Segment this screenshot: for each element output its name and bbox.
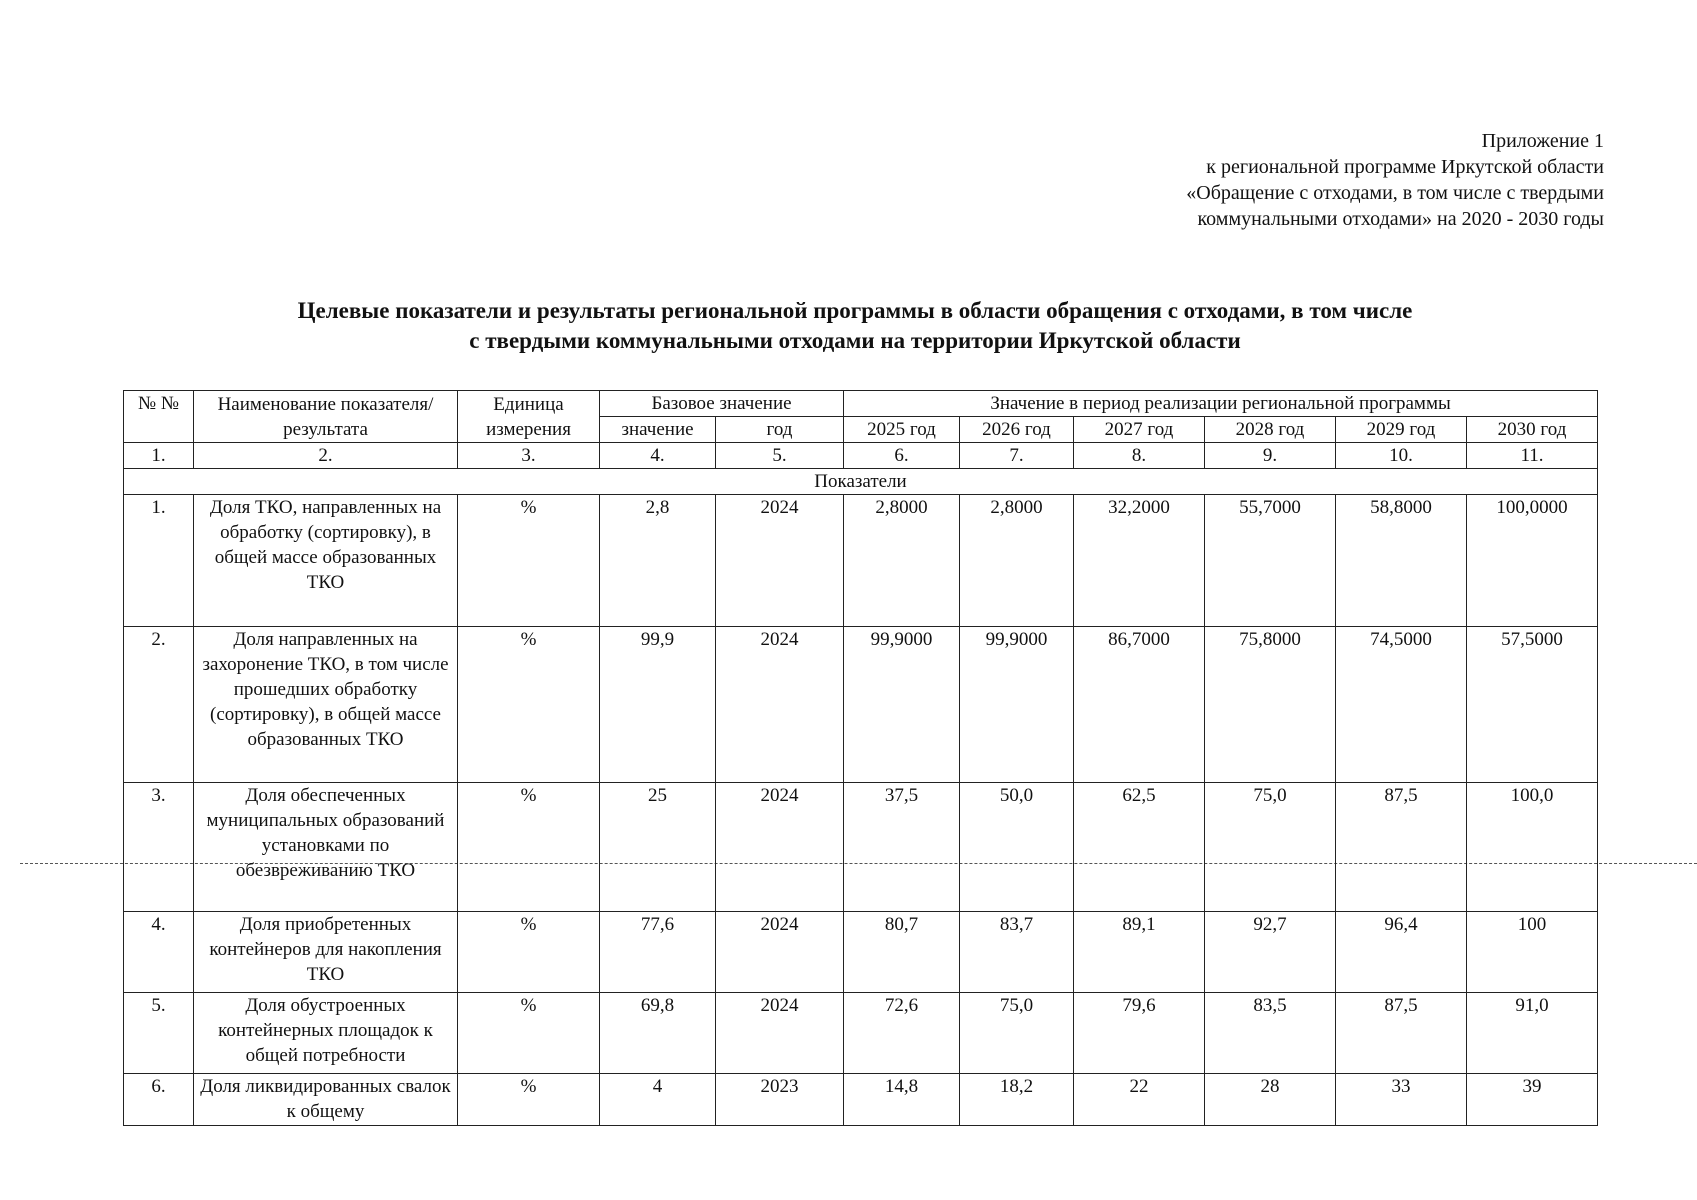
row-num: 6. xyxy=(124,1074,194,1126)
header-num: № № xyxy=(124,391,194,443)
header-base-year: год xyxy=(716,417,844,443)
column-number: 10. xyxy=(1336,443,1467,469)
row-num: 2. xyxy=(124,627,194,783)
row-num: 5. xyxy=(124,993,194,1074)
header-year: 2029 год xyxy=(1336,417,1467,443)
row-value: 72,6 xyxy=(844,993,960,1074)
title-line: Целевые показатели и результаты региональной программы в области обращения с отходами, в том числе xyxy=(297,298,1413,323)
column-number: 2. xyxy=(194,443,458,469)
column-number-row xyxy=(124,443,1598,469)
row-base-year: 2024 xyxy=(716,627,844,783)
header-name: Наименование показателя/ результата xyxy=(194,391,458,443)
appendix-line: Приложение 1 xyxy=(1481,130,1604,152)
row-value: 2,8000 xyxy=(844,495,960,627)
header-year: 2026 год xyxy=(960,417,1074,443)
column-number: 6. xyxy=(844,443,960,469)
row-value: 75,0 xyxy=(960,993,1074,1074)
appendix-line: «Обращение с отходами, в том числе с твердыми xyxy=(1186,182,1604,204)
row-value: 100 xyxy=(1467,912,1598,993)
column-number: 4. xyxy=(600,443,716,469)
row-value: 14,8 xyxy=(844,1074,960,1126)
row-base-value: 77,6 xyxy=(600,912,716,993)
row-value: 80,7 xyxy=(844,912,960,993)
row-name: Доля обустроенных контейнерных площадок к общей потребности xyxy=(194,993,458,1074)
row-unit: % xyxy=(458,783,600,912)
row-unit: % xyxy=(458,495,600,627)
row-unit: % xyxy=(458,993,600,1074)
row-value: 79,6 xyxy=(1074,993,1205,1074)
row-name: Доля ликвидированных свалок к общему xyxy=(194,1074,458,1126)
column-number: 9. xyxy=(1205,443,1336,469)
section-title: Показатели xyxy=(124,469,1598,495)
document-title xyxy=(120,296,1590,356)
row-value: 96,4 xyxy=(1336,912,1467,993)
row-value: 2,8000 xyxy=(960,495,1074,627)
title-line: с твердыми коммунальными отходами на территории Иркутской области xyxy=(469,328,1241,353)
row-base-value: 69,8 xyxy=(600,993,716,1074)
row-value: 39 xyxy=(1467,1074,1598,1126)
row-base-year: 2023 xyxy=(716,1074,844,1126)
header-period: Значение в период реализации региональной программы xyxy=(844,391,1598,417)
row-base-year: 2024 xyxy=(716,495,844,627)
header-year: 2027 год xyxy=(1074,417,1205,443)
table-row xyxy=(124,627,1598,783)
row-value: 28 xyxy=(1205,1074,1336,1126)
row-value: 32,2000 xyxy=(1074,495,1205,627)
row-base-year: 2024 xyxy=(716,993,844,1074)
row-base-year: 2024 xyxy=(716,783,844,912)
section-row xyxy=(124,469,1598,495)
row-name: Доля ТКО, направленных на обработку (сортировку), в общей массе образованных ТКО xyxy=(194,495,458,627)
table-row xyxy=(124,912,1598,993)
appendix-line: к региональной программе Иркутской области xyxy=(1206,156,1604,178)
row-value: 83,5 xyxy=(1205,993,1336,1074)
header-unit: Единица измерения xyxy=(458,391,600,443)
row-value: 89,1 xyxy=(1074,912,1205,993)
table-row xyxy=(124,495,1598,627)
row-value: 87,5 xyxy=(1336,783,1467,912)
row-unit: % xyxy=(458,1074,600,1126)
column-number: 11. xyxy=(1467,443,1598,469)
table-row xyxy=(124,783,1598,912)
row-base-value: 99,9 xyxy=(600,627,716,783)
row-value: 55,7000 xyxy=(1205,495,1336,627)
column-number: 8. xyxy=(1074,443,1205,469)
column-number: 3. xyxy=(458,443,600,469)
row-value: 22 xyxy=(1074,1074,1205,1126)
row-value: 75,0 xyxy=(1205,783,1336,912)
row-name: Доля приобретенных контейнеров для накопления ТКО xyxy=(194,912,458,993)
row-value: 57,5000 xyxy=(1467,627,1598,783)
column-number: 7. xyxy=(960,443,1074,469)
row-name: Доля обеспеченных муниципальных образований установками по обезвреживанию ТКО xyxy=(194,783,458,912)
row-value: 99,9000 xyxy=(960,627,1074,783)
row-value: 74,5000 xyxy=(1336,627,1467,783)
row-value: 83,7 xyxy=(960,912,1074,993)
indicators-table xyxy=(123,390,1598,1126)
header-base: Базовое значение xyxy=(600,391,844,417)
row-value: 18,2 xyxy=(960,1074,1074,1126)
appendix-caption xyxy=(1186,128,1604,232)
table-row xyxy=(124,993,1598,1074)
table-row xyxy=(124,1074,1598,1126)
row-unit: % xyxy=(458,627,600,783)
row-value: 100,0 xyxy=(1467,783,1598,912)
row-base-value: 25 xyxy=(600,783,716,912)
row-num: 4. xyxy=(124,912,194,993)
row-value: 62,5 xyxy=(1074,783,1205,912)
row-base-year: 2024 xyxy=(716,912,844,993)
row-num: 3. xyxy=(124,783,194,912)
column-number: 1. xyxy=(124,443,194,469)
row-value: 86,7000 xyxy=(1074,627,1205,783)
row-value: 58,8000 xyxy=(1336,495,1467,627)
row-value: 75,8000 xyxy=(1205,627,1336,783)
row-name: Доля направленных на захоронение ТКО, в том числе прошедших обработку (сортировку), в общей массе образованных ТКО xyxy=(194,627,458,783)
row-base-value: 2,8 xyxy=(600,495,716,627)
appendix-line: коммунальными отходами» на 2020 - 2030 годы xyxy=(1197,208,1604,230)
header-row xyxy=(124,391,1598,417)
header-year: 2028 год xyxy=(1205,417,1336,443)
header-year: 2025 год xyxy=(844,417,960,443)
row-value: 37,5 xyxy=(844,783,960,912)
row-value: 91,0 xyxy=(1467,993,1598,1074)
row-value: 99,9000 xyxy=(844,627,960,783)
row-value: 50,0 xyxy=(960,783,1074,912)
row-base-value: 4 xyxy=(600,1074,716,1126)
column-number: 5. xyxy=(716,443,844,469)
header-year: 2030 год xyxy=(1467,417,1598,443)
row-value: 87,5 xyxy=(1336,993,1467,1074)
row-num: 1. xyxy=(124,495,194,627)
row-unit: % xyxy=(458,912,600,993)
row-value: 92,7 xyxy=(1205,912,1336,993)
row-value: 100,0000 xyxy=(1467,495,1598,627)
row-value: 33 xyxy=(1336,1074,1467,1126)
header-base-value: значение xyxy=(600,417,716,443)
